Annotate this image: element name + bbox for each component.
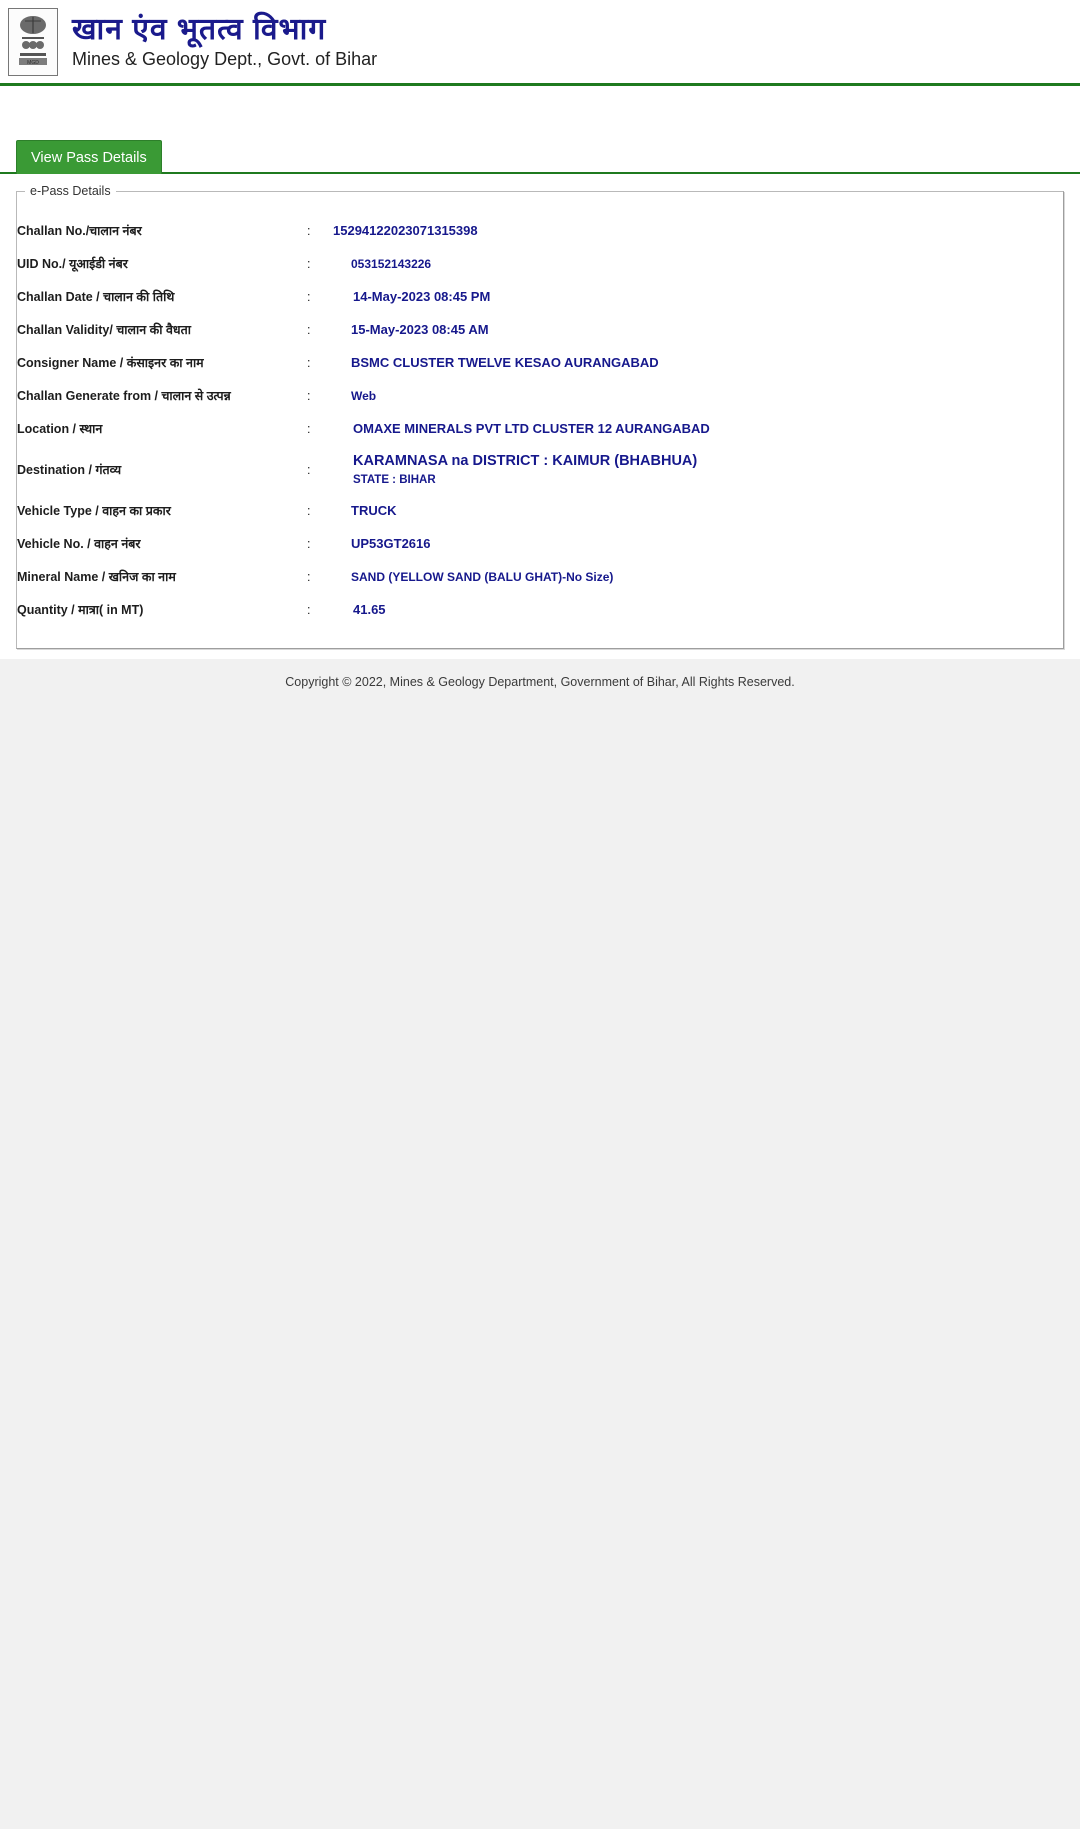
row-label: Mineral Name / खनिज का नाम — [17, 570, 176, 584]
row-label: Location / स्थान — [17, 422, 103, 436]
row-colon: : — [307, 503, 311, 518]
table-row — [17, 445, 1063, 494]
table-row — [17, 412, 1063, 445]
row-label: Quantity / मात्रा( in MT) — [17, 603, 144, 617]
page-bottom-space — [0, 689, 1080, 1829]
table-row — [17, 280, 1063, 313]
row-colon: : — [307, 536, 311, 551]
footer-copyright: Copyright © 2022, Mines & Geology Department, Government of Bihar, All Rights Reserved. — [0, 659, 1080, 689]
content-band — [0, 86, 1080, 659]
row-label: Challan Generate from / चालान से उत्पन्न — [17, 389, 231, 403]
row-label: Consigner Name / कंसाइनर का नाम — [17, 356, 204, 370]
table-row — [17, 494, 1063, 527]
tab-strip — [0, 86, 1080, 174]
row-value-consigner-name: BSMC CLUSTER TWELVE KESAO AURANGABAD — [351, 355, 659, 370]
row-colon: : — [307, 289, 311, 304]
epass-details-table — [17, 214, 1063, 626]
row-value-uid-no: 053152143226 — [351, 256, 432, 271]
row-value-destination — [333, 445, 1063, 494]
row-label: Destination / गंतव्य — [17, 463, 122, 477]
row-value-mineral-name: SAND (YELLOW SAND (BALU GHAT)-No Size) — [351, 569, 614, 584]
row-colon: : — [307, 421, 311, 436]
row-value-challan-no: 15294122023071315398 — [333, 223, 478, 238]
row-value-challan-validity: 15-May-2023 08:45 AM — [351, 322, 489, 337]
row-colon: : — [307, 223, 311, 238]
row-colon: : — [307, 355, 311, 370]
row-label: Challan No./चालान नंबर — [17, 224, 142, 238]
row-value-vehicle-type: TRUCK — [351, 503, 397, 518]
table-row — [17, 593, 1063, 626]
site-header — [0, 0, 1080, 86]
row-value-vehicle-no: UP53GT2616 — [351, 536, 431, 551]
row-label: Vehicle Type / वाहन का प्रकार — [17, 504, 171, 518]
row-colon: : — [307, 462, 311, 477]
table-row — [17, 527, 1063, 560]
row-value-quantity: 41.65 — [353, 602, 386, 617]
row-value-challan-date: 14-May-2023 08:45 PM — [353, 289, 491, 304]
tab-view-pass-details[interactable]: View Pass Details — [16, 140, 162, 174]
row-colon: : — [307, 322, 311, 337]
table-row — [17, 379, 1063, 412]
row-colon: : — [307, 256, 311, 271]
destination-line-1: KARAMNASA na DISTRICT : KAIMUR (BHABHUA) — [353, 453, 698, 469]
row-value-location: OMAXE MINERALS PVT LTD CLUSTER 12 AURANGABAD — [353, 421, 710, 436]
row-colon: : — [307, 388, 311, 403]
table-row — [17, 214, 1063, 247]
row-colon: : — [307, 602, 311, 617]
table-row — [17, 560, 1063, 593]
bihar-government-emblem-icon — [8, 8, 58, 76]
row-colon: : — [307, 569, 311, 584]
table-row — [17, 313, 1063, 346]
row-label: Challan Date / चालान की तिथि — [17, 290, 175, 304]
destination-line-2: STATE : BIHAR — [353, 474, 436, 486]
row-value-challan-generate-from: Web — [351, 388, 377, 403]
header-title-hindi: खान एंव भूतत्व विभाग — [72, 13, 327, 47]
row-label: Vehicle No. / वाहन नंबर — [17, 537, 141, 551]
epass-details-wrap — [0, 174, 1080, 659]
row-label: Challan Validity/ चालान की वैधता — [17, 323, 191, 337]
table-row — [17, 346, 1063, 379]
header-title-english: Mines & Geology Dept., Govt. of Bihar — [72, 48, 378, 69]
epass-details-legend: e-Pass Details — [30, 184, 111, 198]
svg-text:MGD: MGD — [27, 59, 39, 66]
header-titles — [72, 14, 377, 68]
table-row — [17, 247, 1063, 280]
row-label: UID No./ यूआईडी नंबर — [17, 257, 128, 271]
epass-details-fieldset — [16, 184, 1064, 649]
